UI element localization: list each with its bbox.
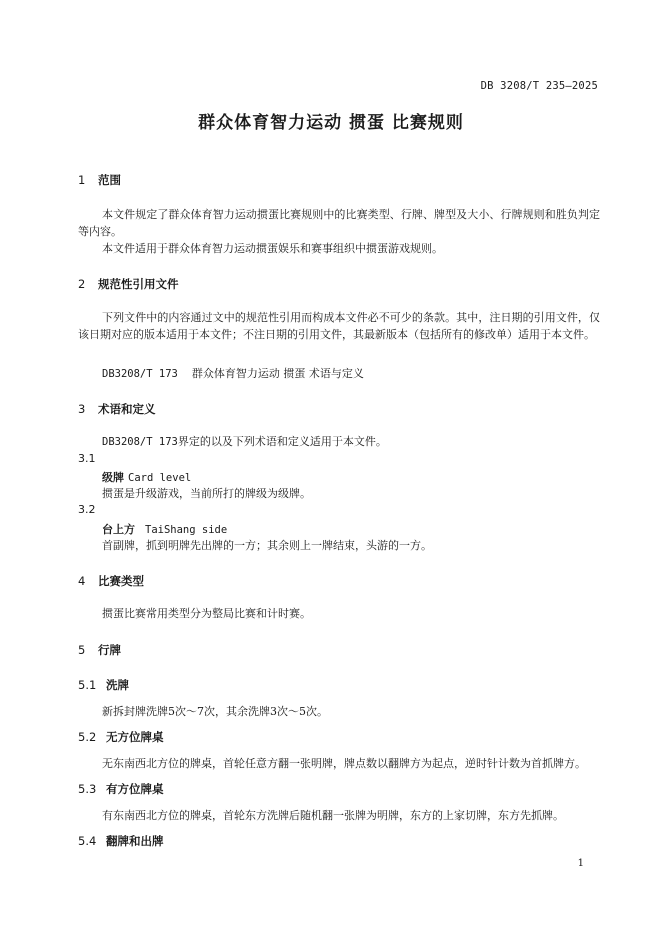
subsection-title: 有方位牌桌 <box>106 782 164 796</box>
reference-title: 群众体育智力运动 掼蛋 术语与定义 <box>191 367 364 380</box>
section-1-paragraph-1: 本文件规定了群众体育智力运动掼蛋比赛规则中的比赛类型、行牌、牌型及大小、行牌规则和胜负判定等内容。 <box>78 208 600 238</box>
section-2-paragraph-1: 下列文件中的内容通过文中的规范性引用而构成本文件必不可少的条款。其中，注日期的引用文件，仅该日期对应的版本适用于本文件；不注日期的引用文件，其最新版本（包括所有的修改单）适用于本文件。 <box>78 311 600 341</box>
term-name-en: TaiShang side <box>145 524 228 536</box>
intro-code: DB3208/T 173 <box>102 436 178 448</box>
term-number: 3.1 <box>78 452 96 465</box>
section-5-heading <box>78 642 121 658</box>
normative-reference <box>102 365 364 383</box>
subsection-number: 5.2 <box>78 730 97 744</box>
subsection-title: 翻牌和出牌 <box>106 834 164 848</box>
section-title: 规范性引用文件 <box>98 277 179 291</box>
section-1-heading <box>78 172 121 188</box>
subsection-5-1-heading <box>78 677 129 693</box>
term-number: 3.2 <box>78 503 96 516</box>
term-name <box>102 469 191 485</box>
subsection-5-1-text: 新拆封牌洗牌5次～7次，其余洗牌3次～5次。 <box>102 705 328 718</box>
document-title: 群众体育智力运动 掼蛋 比赛规则 <box>198 113 464 133</box>
section-title: 范围 <box>98 173 121 187</box>
term-name-en: Card level <box>128 472 192 484</box>
section-4-paragraph-1: 掼蛋比赛常用类型分为整局比赛和计时赛。 <box>102 607 311 620</box>
section-number: 1 <box>78 173 86 187</box>
section-2-heading <box>78 276 179 292</box>
subsection-number: 5.1 <box>78 678 97 692</box>
subsection-5-3-heading <box>78 781 164 797</box>
page-number: 1 <box>577 858 584 869</box>
section-number: 2 <box>78 277 86 291</box>
section-4-heading <box>78 573 144 589</box>
subsection-5-2-text: 无东南西北方位的牌桌，首轮任意方翻一张明牌，牌点数以翻牌方为起点，逆时针计数为首抓牌方。 <box>102 757 586 770</box>
section-3-intro <box>102 433 387 451</box>
section-number: 5 <box>78 643 86 657</box>
term-name-zh: 级牌 <box>102 471 124 484</box>
reference-code: DB3208/T 173 <box>102 368 178 380</box>
subsection-5-3-text: 有东南西北方位的牌桌，首轮东方洗牌后随机翻一张牌为明牌，东方的上家切牌，东方先抓牌。 <box>102 809 564 822</box>
section-number: 3 <box>78 402 86 416</box>
section-title: 比赛类型 <box>98 574 144 588</box>
intro-text: 界定的以及下列术语和定义适用于本文件。 <box>177 435 387 448</box>
section-title: 术语和定义 <box>98 402 156 416</box>
subsection-title: 洗牌 <box>106 678 129 692</box>
term-definition: 首副牌，抓到明牌先出牌的一方；其余则上一牌结束，头游的一方。 <box>102 539 432 552</box>
section-1-paragraph-2: 本文件适用于群众体育智力运动掼蛋娱乐和赛事组织中掼蛋游戏规则。 <box>102 242 443 255</box>
section-number: 4 <box>78 574 86 588</box>
term-name <box>102 521 227 537</box>
standard-code: DB 3208/T 235—2025 <box>480 80 598 92</box>
subsection-5-2-heading <box>78 729 164 745</box>
section-3-heading <box>78 401 156 417</box>
term-definition: 掼蛋是升级游戏，当前所打的牌级为级牌。 <box>102 487 311 500</box>
subsection-number: 5.3 <box>78 782 97 796</box>
subsection-5-4-heading <box>78 833 164 849</box>
term-name-zh: 台上方 <box>102 523 135 536</box>
section-title: 行牌 <box>98 643 121 657</box>
subsection-title: 无方位牌桌 <box>106 730 164 744</box>
subsection-number: 5.4 <box>78 834 97 848</box>
